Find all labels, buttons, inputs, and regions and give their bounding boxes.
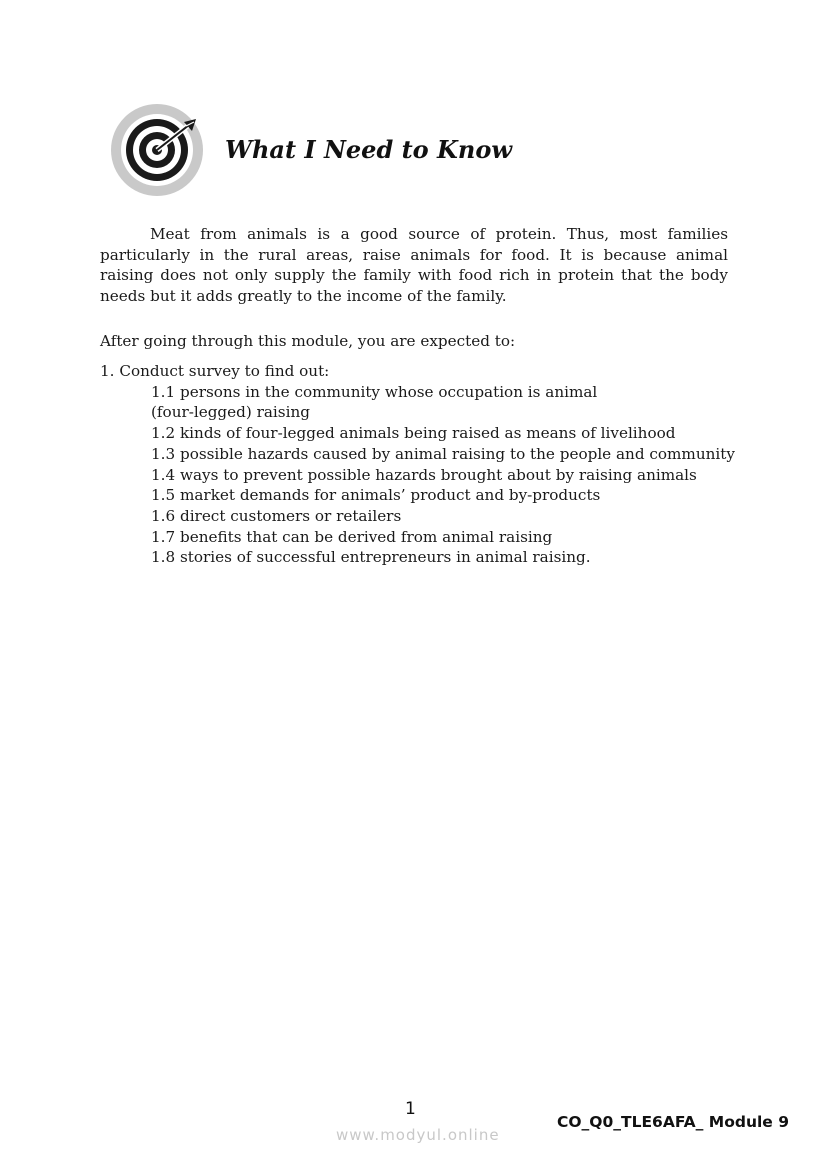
sub-objectives-list [100,382,750,568]
section-header [110,103,710,197]
list-item: 1.4 ways to prevent possible hazards brought about by raising animals [151,465,697,484]
objective-main [100,361,750,568]
watermark: www.modyul.online [336,1126,500,1144]
list-item: 1.5 market demands for animals’ product and by-products [151,486,601,505]
list-item: 1.6 direct customers or retailers [151,506,402,525]
intro-paragraph: Meat from animals is a good source of protein. Thus, most families particularly in the rural areas, raise animals for food. It is because animal raising does not only supply the family with food rich in protein that the body needs but it adds greatly to the income of the family. [100,225,728,306]
list-item: 1.2 kinds of four-legged animals being raised as means of livelihood [151,424,676,443]
page-title: What I Need to Know [225,135,513,164]
page-number: 1 [405,1099,416,1119]
list-item: 1.7 benefits that can be derived from animal raising [151,527,553,546]
list-item: 1.3 possible hazards caused by animal raising to the people and community [151,444,735,463]
module-code: CO_Q0_TLE6AFA_ Module 9 [557,1113,789,1131]
target-icon [110,103,204,197]
objectives-list [100,361,750,568]
list-item: 1.8 stories of successful entrepreneurs in animal raising. [151,548,591,567]
expected-statement: After going through this module, you are expected to: [100,332,516,350]
list-item: (four-legged) raising [151,403,310,422]
objective-main-label: 1. Conduct survey to find out: [100,362,330,380]
list-item: 1.1 persons in the community whose occupation is animal [151,382,598,401]
